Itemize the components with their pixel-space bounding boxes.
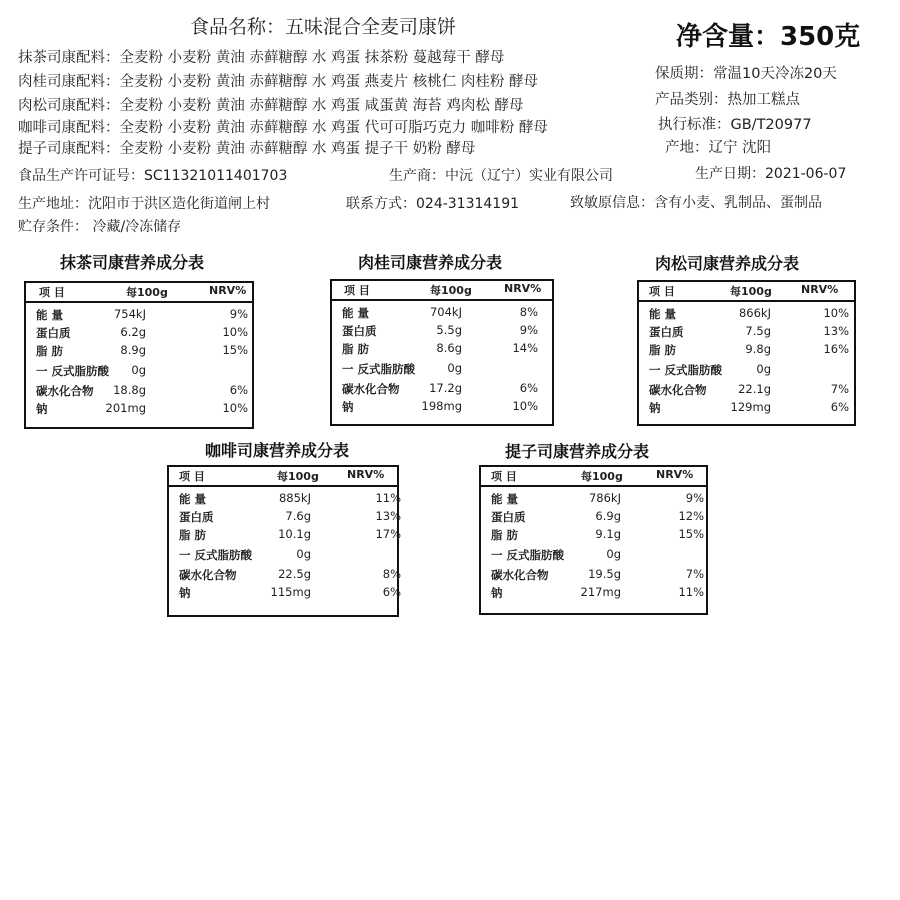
nutrient-value: 19.5g <box>588 567 621 581</box>
nutrient-value: 704kJ <box>429 305 462 319</box>
nutrient-label: 脂 肪 <box>36 344 64 358</box>
header-nrv: NRV% <box>347 468 385 481</box>
header-nrv: NRV% <box>801 283 839 296</box>
nutrient-label: 一 反式脂肪酸 <box>491 548 565 562</box>
nutrient-value: 22.1g <box>738 382 771 396</box>
header-nrv: NRV% <box>209 284 247 297</box>
nutrient-label: 能 量 <box>342 306 370 320</box>
nutrition-table-title: 提子司康营养成分表 <box>505 442 650 461</box>
nutrient-label: 碳水化合物 <box>342 382 400 396</box>
nutrient-value: 9.8g <box>745 342 771 356</box>
nutrient-nrv: 14% <box>512 341 538 355</box>
nutrient-value: 7.6g <box>285 509 311 523</box>
nutrient-value: 8.6g <box>436 341 462 355</box>
header-item: 项 目 <box>491 470 517 483</box>
nutrient-nrv: 13% <box>823 324 849 338</box>
nutrient-value: 866kJ <box>738 306 771 320</box>
nutrient-value: 0g <box>131 363 146 377</box>
nutrient-label: 能 量 <box>649 307 677 321</box>
header-per100g: 每100g <box>730 285 772 298</box>
nutrient-value: 0g <box>606 547 621 561</box>
nutrient-label: 碳水化合物 <box>36 384 94 398</box>
nutrient-label: 蛋白质 <box>179 510 214 524</box>
nutrient-label: 蛋白质 <box>36 326 71 340</box>
nutrient-label: 钠 <box>491 586 503 600</box>
storage: 贮存条件： 冷藏/冷冻储存 <box>18 219 182 235</box>
nutrient-value: 22.5g <box>278 567 311 581</box>
product-category: 产品类别：热加工糕点 <box>655 92 800 108</box>
header-per100g: 每100g <box>430 284 472 297</box>
nutrient-nrv: 12% <box>678 509 704 523</box>
nutrient-label: 蛋白质 <box>342 324 377 338</box>
nutrient-label: 钠 <box>36 402 48 416</box>
nutrient-label: 能 量 <box>179 492 207 506</box>
nutrient-nrv: 10% <box>823 306 849 320</box>
nutrient-nrv: 17% <box>375 527 401 541</box>
nutrient-nrv: 15% <box>678 527 704 541</box>
nutrient-value: 8.9g <box>120 343 146 357</box>
header-per100g: 每100g <box>581 470 623 483</box>
nutrition-table-header <box>639 282 854 302</box>
nutrition-table-title: 肉松司康营养成分表 <box>655 254 800 273</box>
nutrient-nrv: 9% <box>229 307 248 321</box>
header-nrv: NRV% <box>656 468 694 481</box>
nutrient-nrv: 10% <box>222 401 248 415</box>
nutrient-label: 碳水化合物 <box>649 383 707 397</box>
nutrient-nrv: 10% <box>512 399 538 413</box>
ingredients-matcha: 抹茶司康配料：全麦粉 小麦粉 黄油 赤藓糖醇 水 鸡蛋 抹茶粉 蔓越莓干 酵母 <box>18 50 505 66</box>
standard: 执行标准：GB/T20977 <box>658 117 812 133</box>
nutrient-value: 0g <box>756 362 771 376</box>
nutrient-nrv: 15% <box>222 343 248 357</box>
nutrient-label: 一 反式脂肪酸 <box>179 548 253 562</box>
header-item: 项 目 <box>39 286 65 299</box>
nutrient-value: 9.1g <box>595 527 621 541</box>
nutrition-table <box>24 281 254 429</box>
ingredients-coffee: 咖啡司康配料：全麦粉 小麦粉 黄油 赤藓糖醇 水 鸡蛋 代可可脂巧克力 咖啡粉 酵母 <box>18 120 548 136</box>
ingredients-floss: 肉松司康配料：全麦粉 小麦粉 黄油 赤藓糖醇 水 鸡蛋 咸蛋黄 海苔 鸡肉松 酵母 <box>18 98 524 114</box>
header-nrv: NRV% <box>504 282 542 295</box>
nutrition-table-title: 肉桂司康营养成分表 <box>358 253 503 272</box>
nutrient-value: 6.9g <box>595 509 621 523</box>
nutrient-nrv: 8% <box>519 305 538 319</box>
nutrient-label: 钠 <box>342 400 354 414</box>
nutrient-nrv: 10% <box>222 325 248 339</box>
nutrition-table <box>637 280 856 426</box>
nutrient-nrv: 6% <box>830 400 849 414</box>
header-item: 项 目 <box>179 470 205 483</box>
nutrient-value: 217mg <box>580 585 621 599</box>
shelf-life: 保质期：常温10天冷冻20天 <box>655 66 837 82</box>
nutrient-label: 蛋白质 <box>491 510 526 524</box>
header-item: 项 目 <box>649 285 675 298</box>
production-date: 生产日期：2021-06-07 <box>695 166 847 182</box>
nutrient-value: 115mg <box>270 585 311 599</box>
net-content: 净含量：350克 <box>676 22 861 52</box>
header-per100g: 每100g <box>126 286 168 299</box>
nutrient-label: 能 量 <box>491 492 519 506</box>
contact: 联系方式：024-31314191 <box>346 196 520 212</box>
header-item: 项 目 <box>344 284 370 297</box>
allergen-info: 致敏原信息：含有小麦、乳制品、蛋制品 <box>570 195 822 211</box>
nutrient-nrv: 7% <box>830 382 849 396</box>
nutrient-value: 885kJ <box>278 491 311 505</box>
nutrient-value: 18.8g <box>113 383 146 397</box>
nutrient-value: 0g <box>447 361 462 375</box>
nutrient-value: 10.1g <box>278 527 311 541</box>
producer: 生产商：中沅（辽宁）实业有限公司 <box>389 168 613 184</box>
nutrient-nrv: 6% <box>382 585 401 599</box>
nutrient-label: 一 反式脂肪酸 <box>342 362 416 376</box>
nutrient-nrv: 9% <box>685 491 704 505</box>
nutrient-value: 129mg <box>730 400 771 414</box>
nutrient-nrv: 13% <box>375 509 401 523</box>
nutrient-value: 754kJ <box>113 307 146 321</box>
nutrition-table <box>330 279 554 426</box>
nutrient-label: 脂 肪 <box>649 343 677 357</box>
nutrition-table-header <box>26 283 252 303</box>
nutrient-value: 201mg <box>105 401 146 415</box>
origin: 产地：辽宁 沈阳 <box>665 140 772 156</box>
nutrient-label: 钠 <box>179 586 191 600</box>
nutrient-label: 能 量 <box>36 308 64 322</box>
ingredients-raisin: 提子司康配料：全麦粉 小麦粉 黄油 赤藓糖醇 水 鸡蛋 提子干 奶粉 酵母 <box>18 141 476 157</box>
nutrient-nrv: 8% <box>382 567 401 581</box>
nutrition-table-header <box>332 281 552 301</box>
nutrient-label: 碳水化合物 <box>179 568 237 582</box>
nutrient-label: 碳水化合物 <box>491 568 549 582</box>
nutrient-value: 0g <box>296 547 311 561</box>
nutrient-label: 脂 肪 <box>491 528 519 542</box>
nutrient-value: 198mg <box>421 399 462 413</box>
nutrition-table-header <box>169 467 397 487</box>
nutrient-nrv: 6% <box>229 383 248 397</box>
nutrient-label: 钠 <box>649 401 661 415</box>
nutrient-nrv: 11% <box>375 491 401 505</box>
address: 生产地址：沈阳市于洪区造化街道闸上村 <box>18 196 270 212</box>
nutrient-value: 6.2g <box>120 325 146 339</box>
license-number: 食品生产许可证号：SC11321011401703 <box>18 168 288 184</box>
nutrient-label: 一 反式脂肪酸 <box>36 364 110 378</box>
nutrient-value: 786kJ <box>588 491 621 505</box>
nutrition-table-title: 抹茶司康营养成分表 <box>60 253 205 272</box>
nutrient-value: 7.5g <box>745 324 771 338</box>
nutrient-nrv: 16% <box>823 342 849 356</box>
nutrient-label: 一 反式脂肪酸 <box>649 363 723 377</box>
nutrition-table-title: 咖啡司康营养成分表 <box>205 441 350 460</box>
nutrient-nrv: 6% <box>519 381 538 395</box>
header-per100g: 每100g <box>277 470 319 483</box>
nutrient-label: 脂 肪 <box>179 528 207 542</box>
product-name: 食品名称：五味混合全麦司康饼 <box>190 16 457 38</box>
nutrient-nrv: 7% <box>685 567 704 581</box>
ingredients-cinnamon: 肉桂司康配料：全麦粉 小麦粉 黄油 赤藓糖醇 水 鸡蛋 燕麦片 核桃仁 肉桂粉 酵母 <box>18 74 538 90</box>
nutrient-value: 17.2g <box>429 381 462 395</box>
nutrient-label: 蛋白质 <box>649 325 684 339</box>
nutrient-label: 脂 肪 <box>342 342 370 356</box>
nutrient-nrv: 9% <box>519 323 538 337</box>
nutrient-nrv: 11% <box>678 585 704 599</box>
nutrition-table-header <box>481 467 706 487</box>
nutrient-value: 5.5g <box>436 323 462 337</box>
nutrition-table <box>167 465 399 617</box>
nutrition-table <box>479 465 708 615</box>
